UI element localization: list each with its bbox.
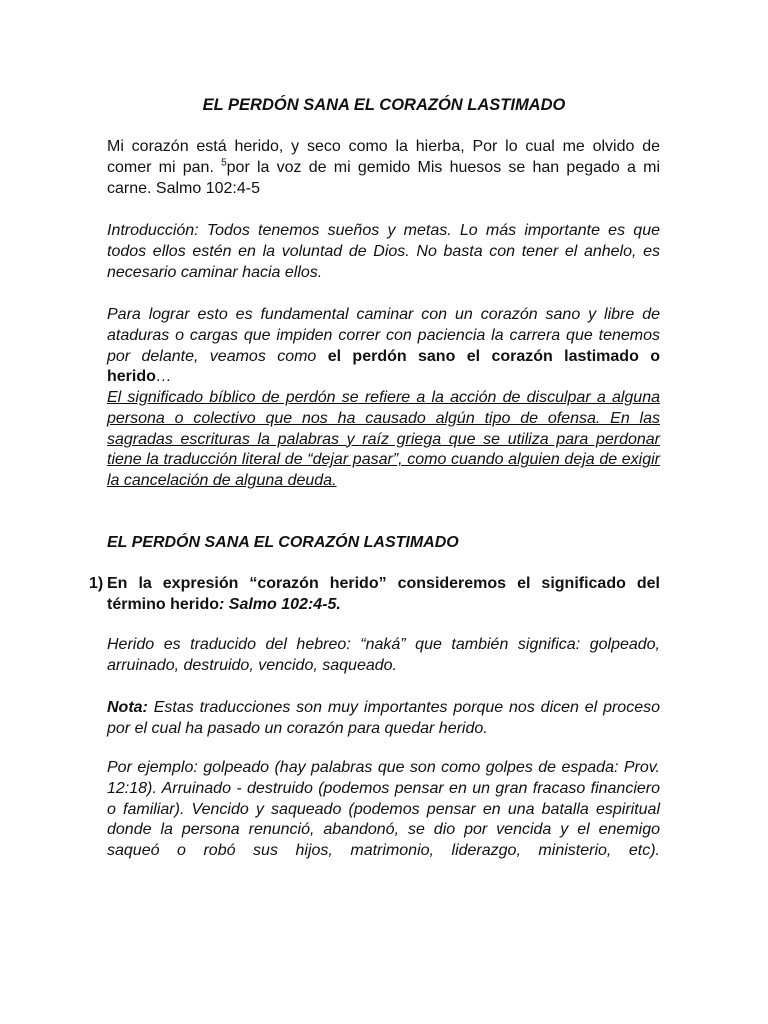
intro-paragraph: Introducción: Todos tenemos sueños y metas. Lo más importante es que todos ellos estén en la voluntad de Dios. No basta con tener el anhelo, es necesario caminar hacia ellos. [107, 222, 660, 281]
purpose-bold: el perdón sano el corazón lastimado o herido [107, 347, 660, 386]
significado-paragraph: El significado bíblico de perdón se refiere a la acción de disculpar a alguna persona o colectivo que nos ha causado algún tipo de ofensa. En las sagradas escrituras la palabras y raíz griega que se utiliza para perdonar tiene la traducción literal de “dejar pasar”, como cuando alguien deja de exigir la cancelación de alguna deuda. [107, 389, 660, 490]
nota-paragraph [107, 698, 660, 740]
verse-number: 5 [221, 157, 227, 169]
herido-paragraph: Herido es traducido del hebreo: “naká” que también significa: golpeado, arruinado, destruido, vencido, saqueado. [107, 636, 660, 674]
verse-part1: Mi corazón está herido, y seco como la hierba, Por lo cual me olvido de comer mi pan. [107, 138, 660, 176]
point-text: En la expresión “corazón herido” consideremos el significado del término herido [107, 575, 660, 613]
verse-part2: por la voz de mi gemido Mis huesos se han pegado a mi carne. Salmo 102:4-5 [107, 158, 661, 197]
point-reference: : Salmo 102:4-5. [219, 596, 341, 613]
point-number: 1) [89, 575, 104, 592]
point-heading [107, 573, 660, 615]
section-heading: EL PERDÓN SANA EL CORAZÓN LASTIMADO [107, 534, 459, 551]
verse-paragraph [107, 137, 660, 199]
purpose-ellipsis: … [155, 368, 172, 386]
nota-text: Estas traducciones son muy importantes porque nos dicen el proceso por el cual ha pasado un corazón para quedar herido. [107, 699, 660, 737]
nota-label: Nota: [107, 699, 148, 716]
document-title: EL PERDÓN SANA EL CORAZÓN LASTIMADO [202, 96, 566, 114]
ejemplo-paragraph: Por ejemplo: golpeado (hay palabras que son como golpes de espada: Prov. 12:18). Arruinado - destruido (podemos pensar en un gran fracaso financiero o familiar). Vencido y saqueado (podemos pensar en una batalla espiritual donde la persona renunció, abandonó, se dio por vencida y el enemigo saqueó o robó sus hijos, matrimonio, liderazgo, ministerio, etc). [107, 759, 660, 860]
purpose-paragraph [107, 305, 660, 388]
purpose-text: Para lograr esto es fundamental caminar con un corazón sano y libre de ataduras o cargas que impiden correr con paciencia la carrera que tenemos por delante, veamos como [107, 306, 660, 365]
